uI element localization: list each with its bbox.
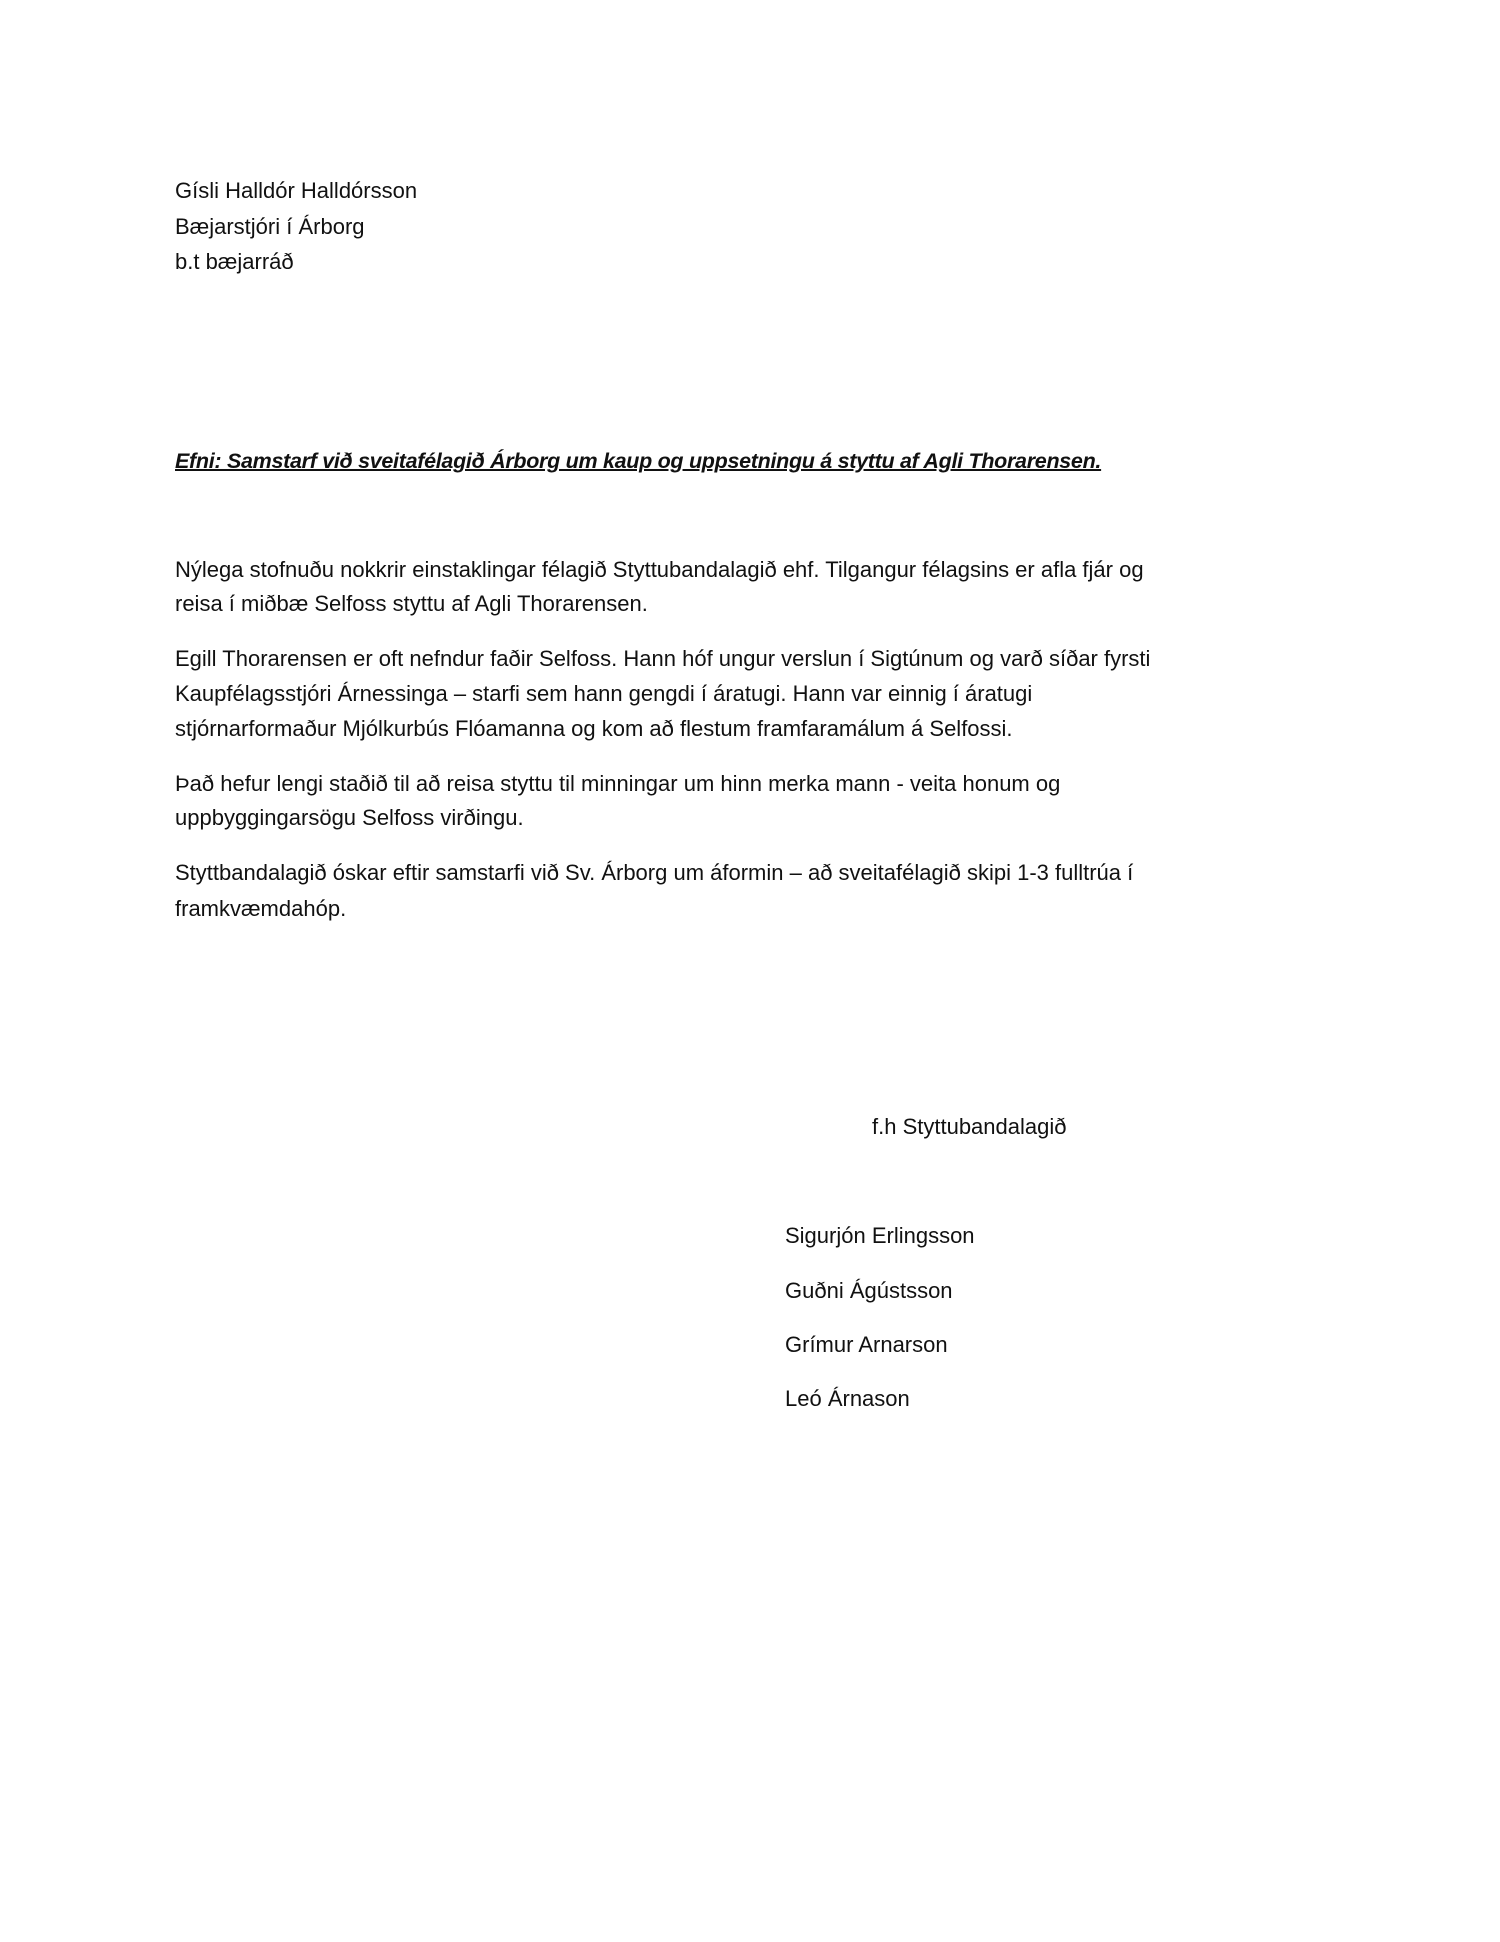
paragraph-4-line-1: Styttbandalagið óskar eftir samstarfi við Sv. Árborg um áformin – að sveitafélagið skipi 1-3 fulltrúa í	[175, 860, 1134, 885]
signoff: f.h Styttubandalagið	[872, 1114, 1067, 1139]
paragraph-1-line-1: Nýlega stofnuðu nokkrir einstaklingar félagið Styttubandalagið ehf. Tilgangur félagsins er afla fjár og	[175, 557, 1144, 582]
subject-line: Efni: Samstarf við sveitafélagið Árborg um kaup og uppsetningu á styttu af Agli Thorarensen.	[175, 449, 1102, 473]
paragraph-4-line-2: framkvæmdahóp.	[175, 896, 347, 921]
signatory: Grímur Arnarson	[785, 1332, 948, 1357]
signatory: Guðni Ágústsson	[785, 1278, 953, 1303]
paragraph-2-line-2: Kaupfélagsstjóri Árnessinga – starfi sem hann gengdi í áratugi. Hann var einnig í áratugi	[175, 681, 1033, 706]
signatory: Sigurjón Erlingsson	[785, 1223, 975, 1248]
signatory: Leó Árnason	[785, 1386, 910, 1411]
recipient-attention: b.t bæjarráð	[175, 249, 294, 274]
paragraph-3-line-1: Það hefur lengi staðið til að reisa styttu til minningar um hinn merka mann - veita honum og	[175, 771, 1061, 796]
recipient-title: Bæjarstjóri í Árborg	[175, 214, 365, 239]
paragraph-2-line-3: stjórnarformaður Mjólkurbús Flóamanna og kom að flestum framfaramálum á Selfossi.	[175, 716, 1013, 741]
paragraph-3-line-2: uppbyggingarsögu Selfoss virðingu.	[175, 805, 524, 830]
recipient-name: Gísli Halldór Halldórsson	[175, 178, 418, 203]
paragraph-1-line-2: reisa í miðbæ Selfoss styttu af Agli Thorarensen.	[175, 591, 648, 616]
paragraph-2-line-1: Egill Thorarensen er oft nefndur faðir Selfoss. Hann hóf ungur verslun í Sigtúnum og varð síðar fyrsti	[175, 646, 1151, 671]
